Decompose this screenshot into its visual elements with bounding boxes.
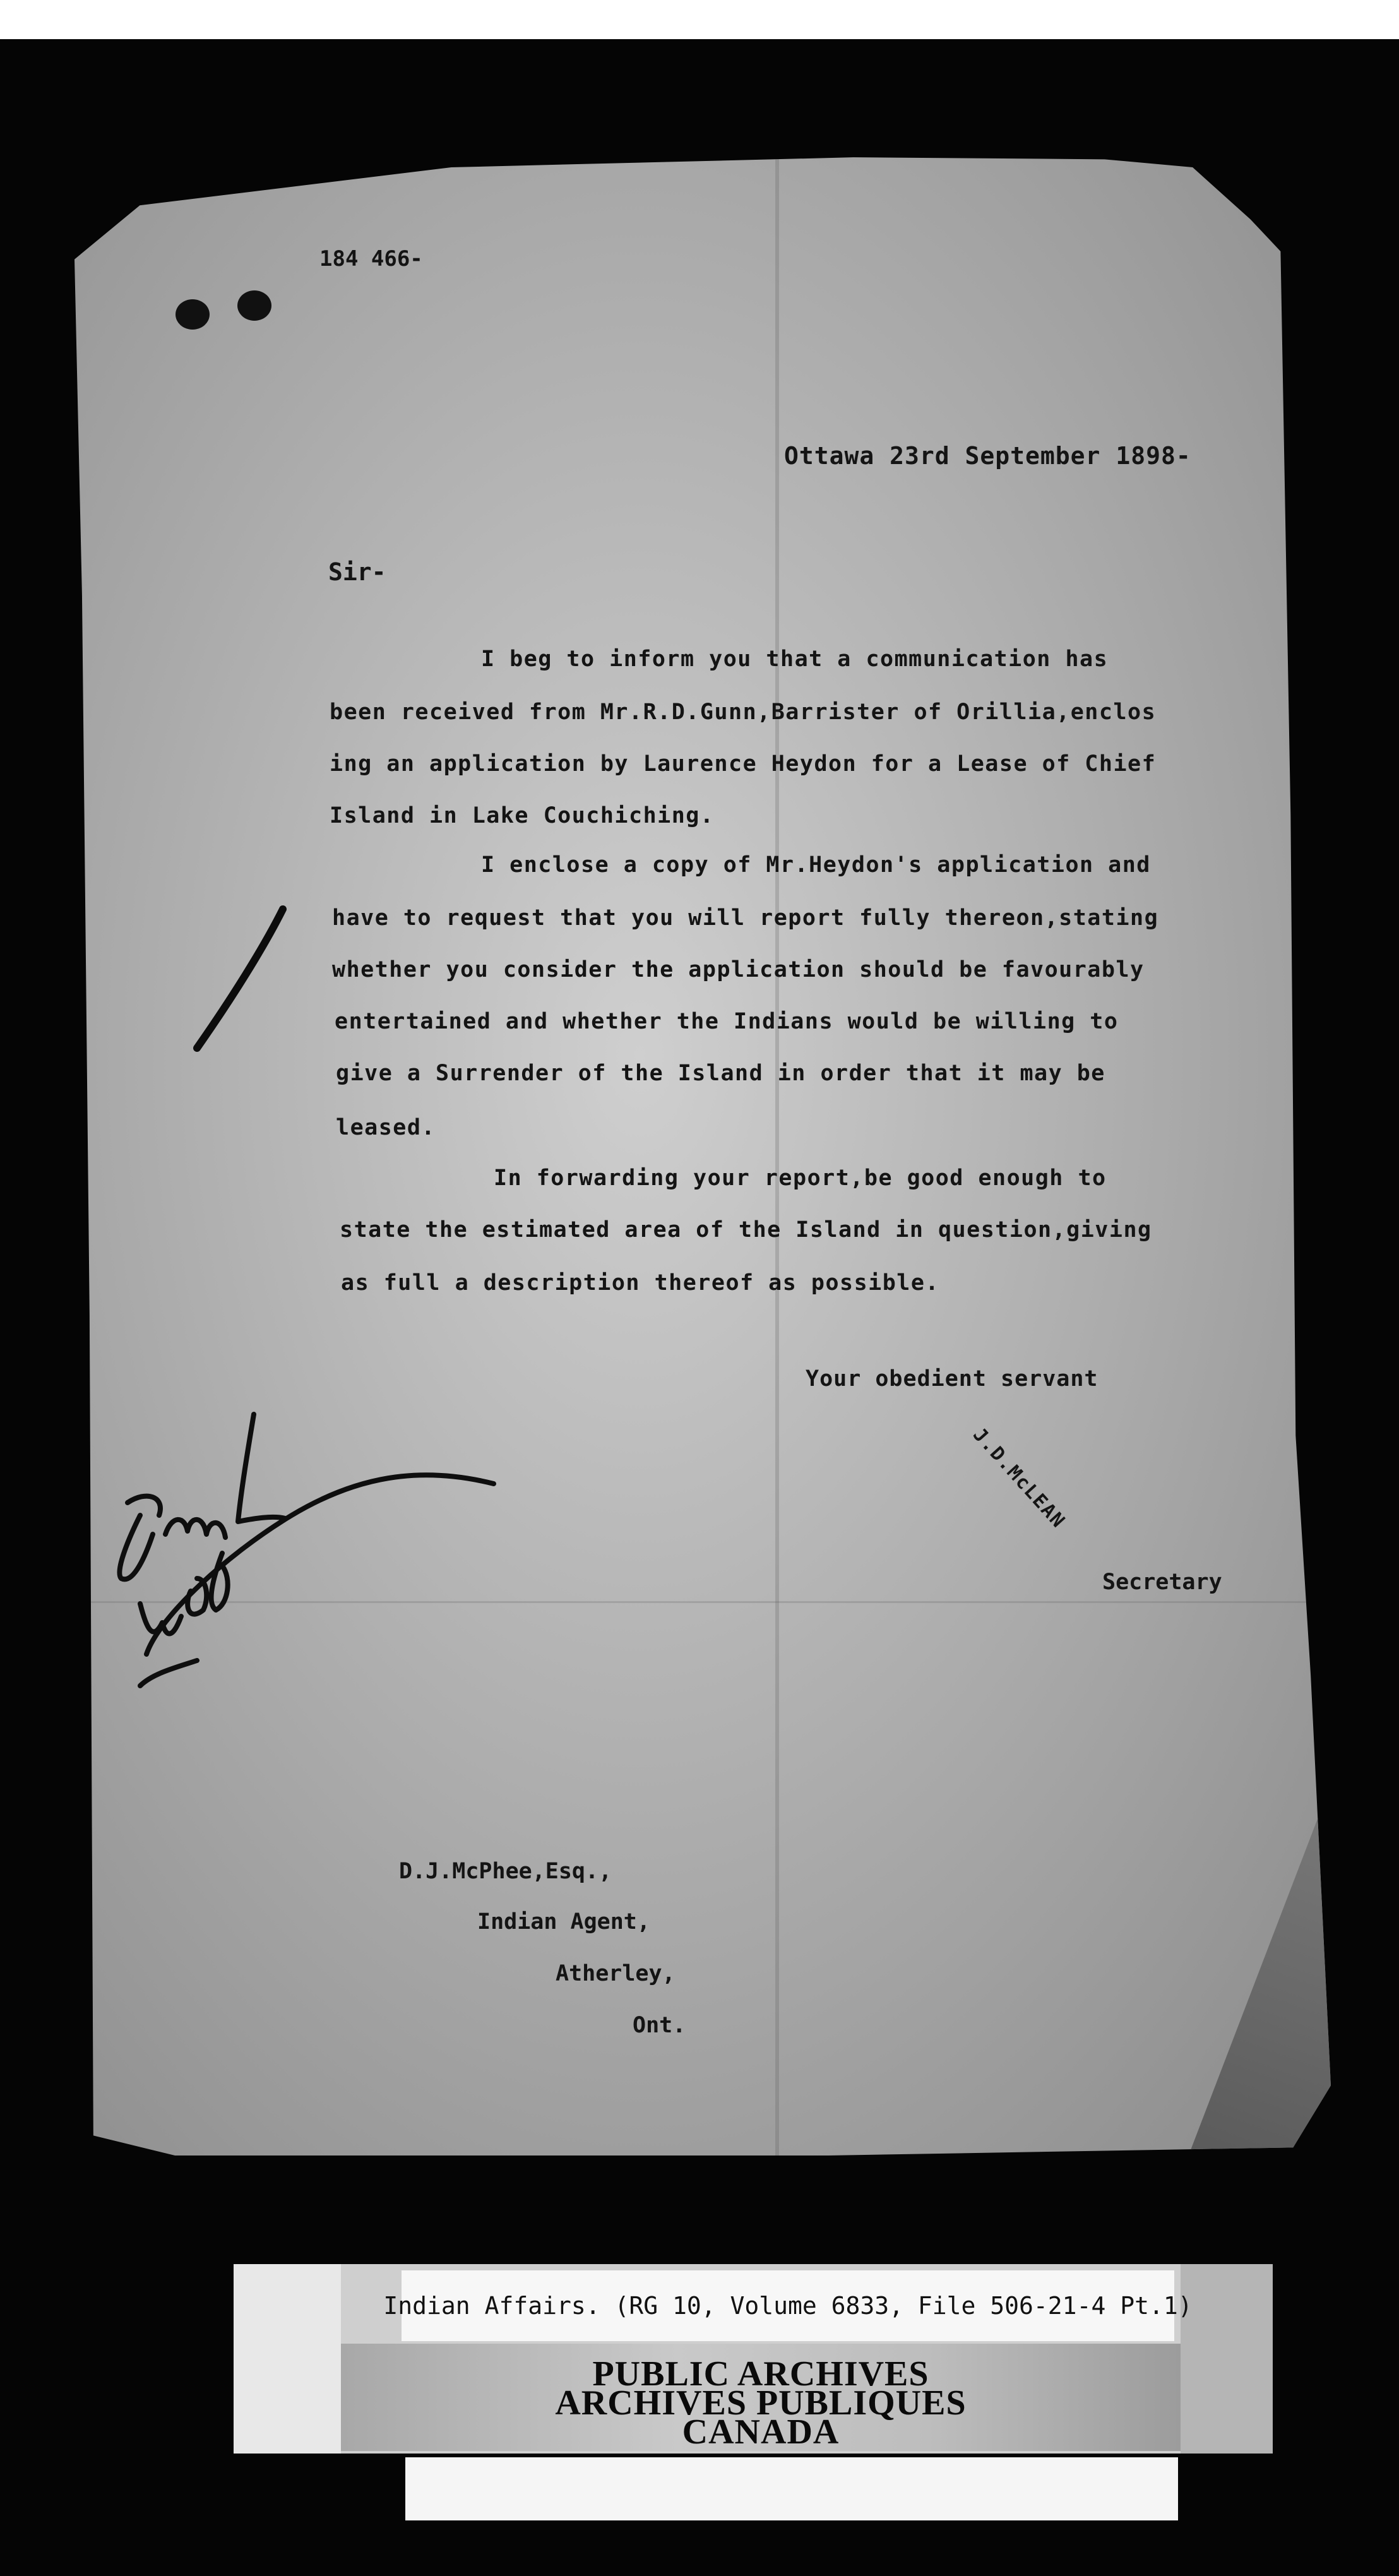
paragraph-2-line-1: I enclose a copy of Mr.Heydon's application and xyxy=(481,852,1151,878)
archive-stamp-block xyxy=(341,2344,1181,2451)
torn-corner-shadow xyxy=(1186,1784,1331,2163)
paragraph-2-line-6: leased. xyxy=(336,1115,436,1140)
margin-pen-stroke xyxy=(188,903,295,1054)
archive-reference-label xyxy=(383,2270,1193,2341)
closing: Your obedient servant xyxy=(806,1366,1098,1392)
paragraph-2-line-3: whether you consider the application should be favourably xyxy=(332,957,1145,982)
archive-blank-label xyxy=(405,2457,1178,2520)
archive-label-left-edge xyxy=(234,2264,341,2454)
paragraph-3-line-2: state the estimated area of the Island in question,giving xyxy=(340,1217,1152,1243)
paragraph-1-line-4: Island in Lake Couchiching. xyxy=(330,803,715,828)
paragraph-1-line-3: ing an application by Laurence Heydon for a Lease of Chief xyxy=(330,751,1157,777)
paragraph-3-line-3: as full a description thereof as possible. xyxy=(341,1270,940,1296)
handwritten-initials-mark xyxy=(102,1389,506,1743)
archive-stamp-line-2: ARCHIVES PUBLIQUES xyxy=(555,2383,967,2423)
paragraph-1-line-2: been received from Mr.R.D.Gunn,Barrister of Orillia,enclos xyxy=(330,700,1157,725)
file-number: 184 466- xyxy=(319,246,423,271)
salutation: Sir- xyxy=(328,558,386,586)
archive-stamp-line-3: CANADA xyxy=(682,2412,840,2452)
page-fold-line xyxy=(775,155,779,2156)
paragraph-3-line-1: In forwarding your report,be good enough to xyxy=(494,1166,1107,1191)
archive-label-right-edge xyxy=(1181,2264,1273,2454)
addressee-place: Atherley, xyxy=(556,1961,676,1986)
paragraph-2-line-4: entertained and whether the Indians would be willing to xyxy=(335,1009,1119,1034)
addressee-province: Ont. xyxy=(633,2013,686,2038)
top-margin-strip xyxy=(0,0,1399,39)
paragraph-2-line-2: have to request that you will report fully thereon,stating xyxy=(332,905,1159,931)
paragraph-1-line-1: I beg to inform you that a communication has xyxy=(481,647,1109,672)
stamp-signature: J.D.McLEAN xyxy=(968,1424,1070,1533)
archive-reference-text: Indian Affairs. (RG 10, Volume 6833, File 506-21-4 Pt.1) xyxy=(383,2292,1193,2320)
paragraph-2-line-5: give a Surrender of the Island in order that it may be xyxy=(336,1061,1105,1086)
punch-hole-right xyxy=(237,290,271,321)
date-line: Ottawa 23rd September 1898- xyxy=(784,442,1191,470)
signature-title: Secretary xyxy=(1102,1570,1222,1595)
addressee-title: Indian Agent, xyxy=(477,1909,650,1935)
addressee-name: D.J.McPhee,Esq., xyxy=(399,1859,612,1884)
archive-stamp-line-1: PUBLIC ARCHIVES xyxy=(592,2354,929,2394)
punch-hole-left xyxy=(176,299,210,330)
